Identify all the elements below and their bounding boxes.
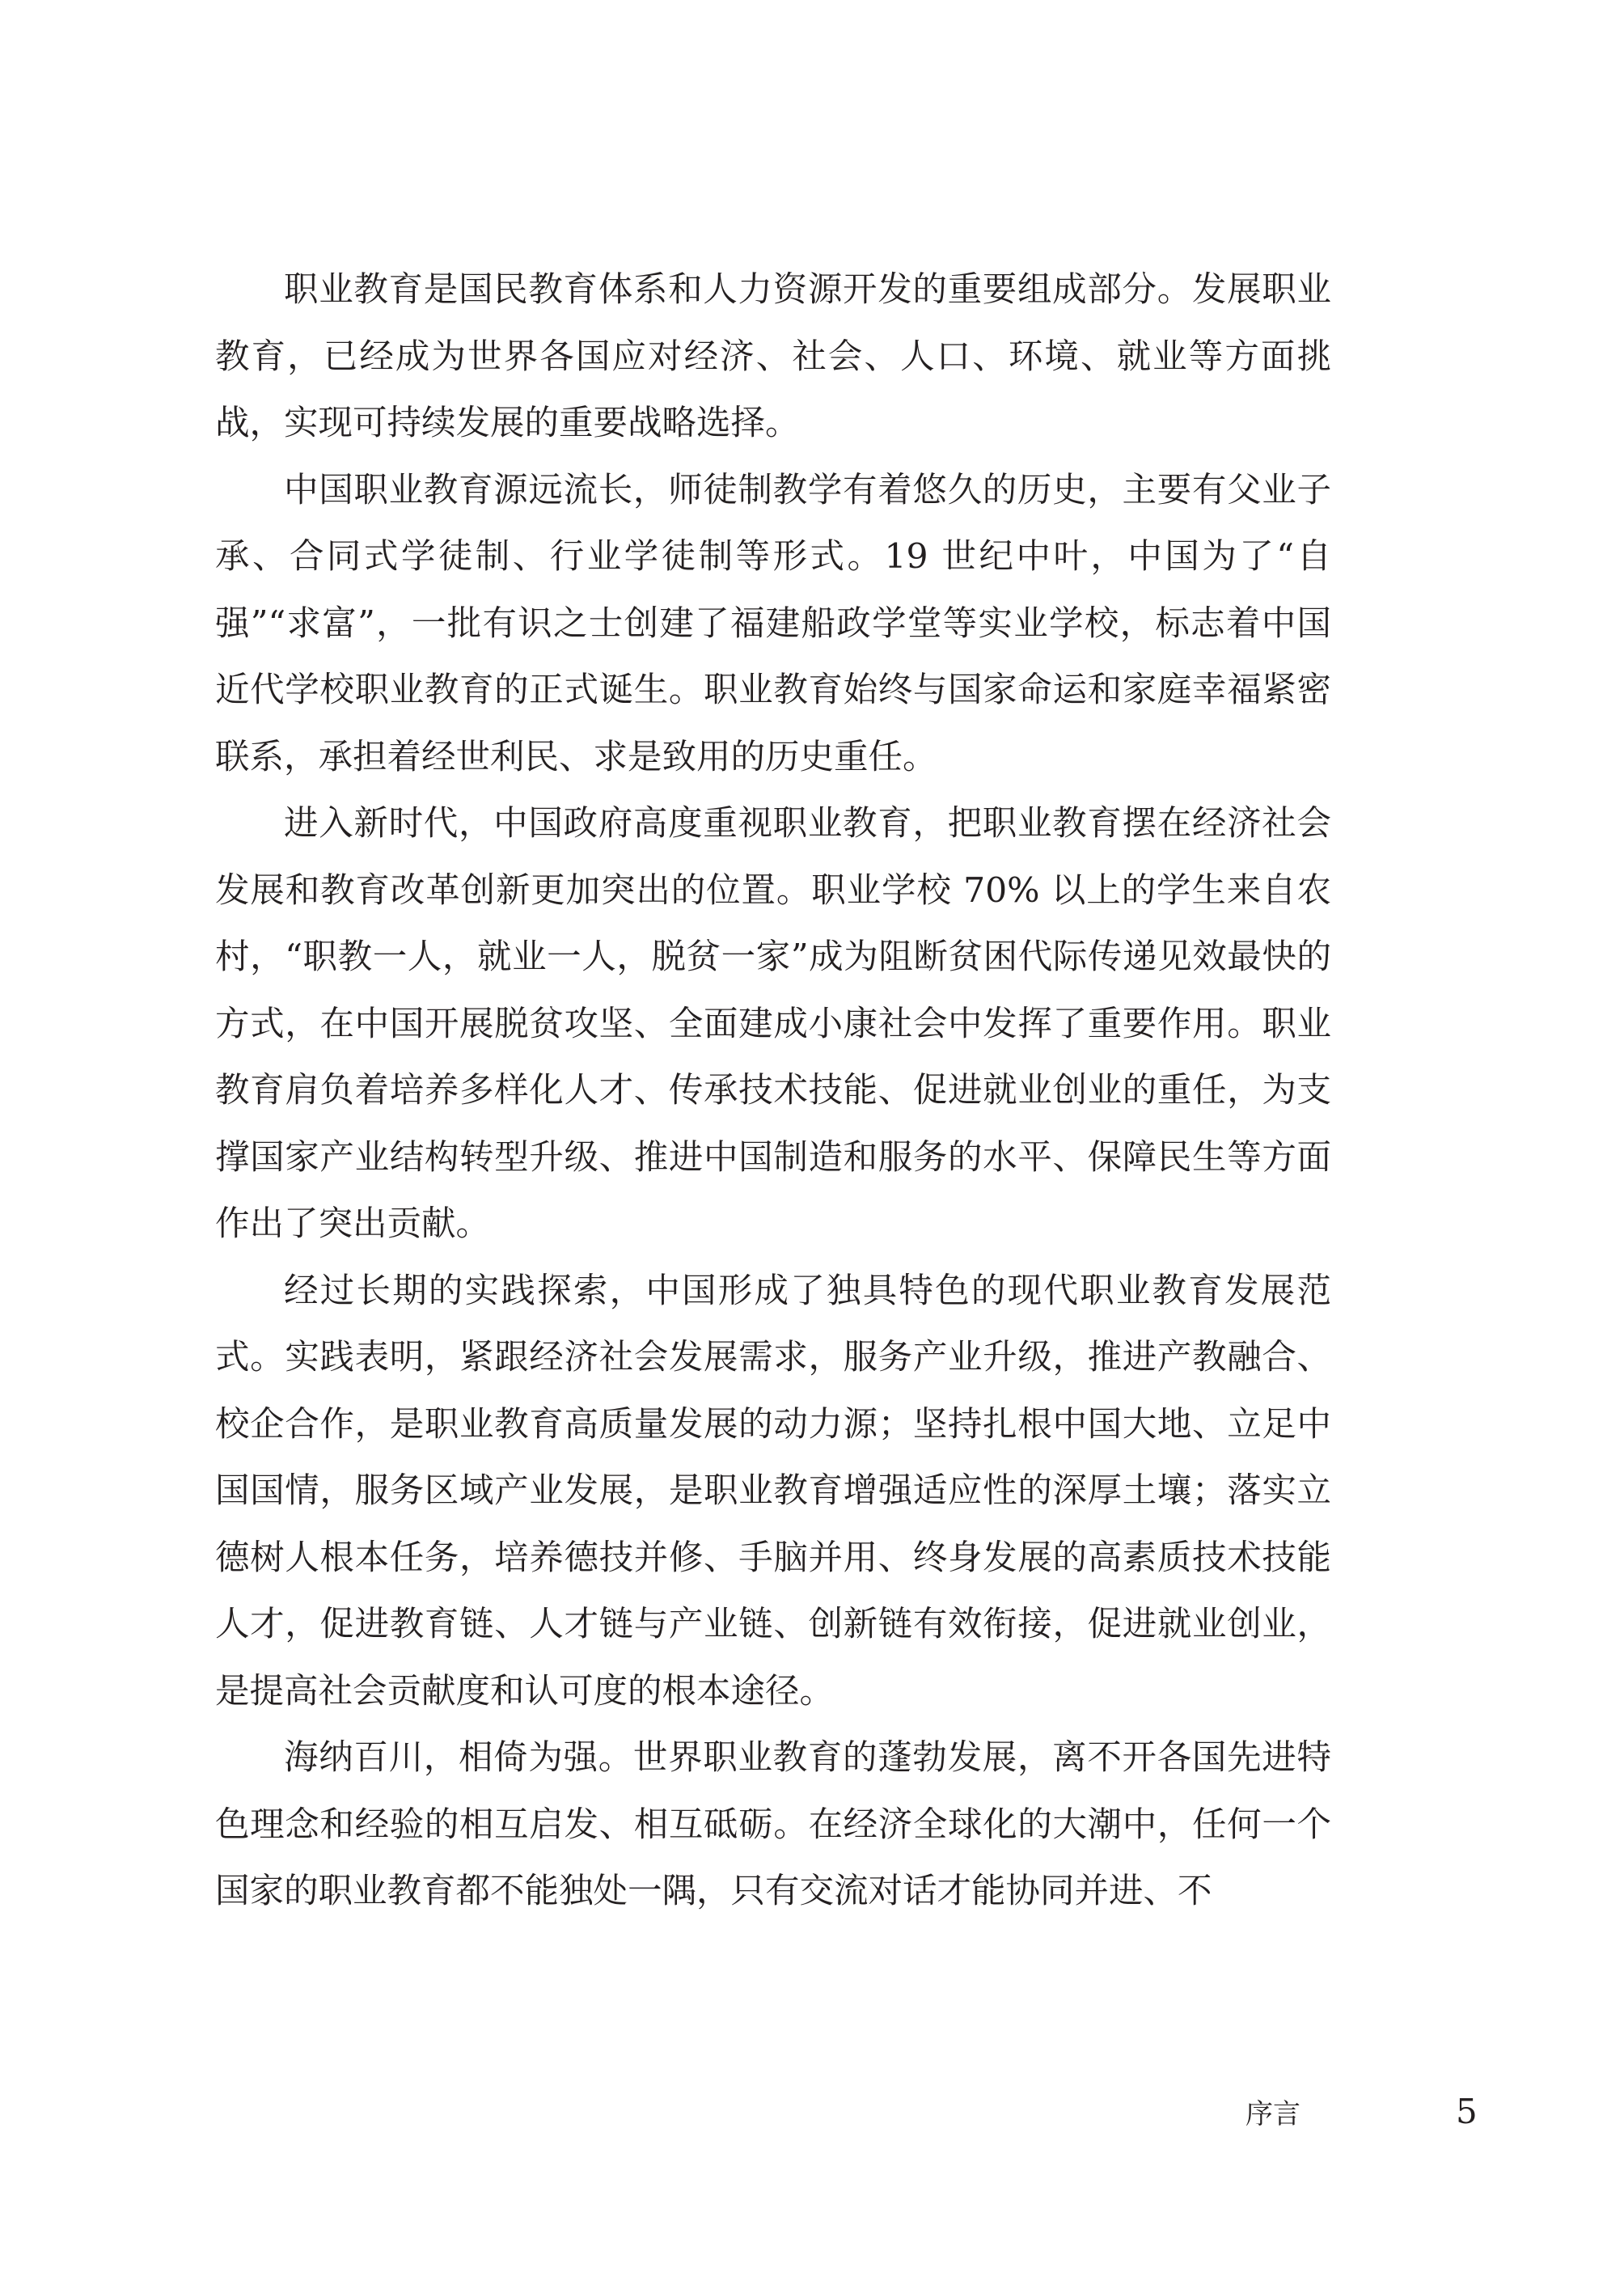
running-footer-section-label: 序言 (1245, 2098, 1300, 2130)
paragraph: 进入新时代，中国政府高度重视职业教育，把职业教育摆在经济社会发展和教育改革创新更加突出的位置。职业学校 70% 以上的学生来自农村，“职教一人，就业一人，脱贫一家”成为阻断贫困代际传递见效最快的方式，在中国开展脱贫攻坚、全面建成小康社会中发挥了重要作用。职业教育肩负着培养多样化人才、传承技术技能、促进就业创业的重任，为支撑国家产业结构转型升级、推进中国制造和服务的水平、保障民生等方面作出了突出贡献。 (215, 804, 1331, 1244)
paragraph: 中国职业教育源远流长，师徒制教学有着悠久的历史，主要有父业子承、合同式学徒制、行业学徒制等形式。19 世纪中叶，中国为了“自强”“求富”，一批有识之士创建了福建船政学堂等实业学校，标志着中国近代学校职业教育的正式诞生。职业教育始终与国家命运和家庭幸福紧密联系，承担着经世利民、求是致用的历史重任。 (215, 470, 1331, 777)
paragraph: 职业教育是国民教育体系和人力资源开发的重要组成部分。发展职业教育，已经成为世界各国应对经济、社会、人口、环境、就业等方面挑战，实现可持续发展的重要战略选择。 (215, 270, 1331, 443)
body-text (215, 257, 1331, 1926)
paragraph: 经过长期的实践探索，中国形成了独具特色的现代职业教育发展范式。实践表明，紧跟经济社会发展需求，服务产业升级，推进产教融合、校企合作，是职业教育高质量发展的动力源；坚持扎根中国大地、立足中国国情，服务区域产业发展，是职业教育增强适应性的深厚土壤；落实立德树人根本任务，培养德技并修、手脑并用、终身发展的高素质技术技能人才，促进教育链、人才链与产业链、创新链有效衔接，促进就业创业，是提高社会贡献度和认可度的根本途径。 (215, 1271, 1331, 1711)
paragraph: 海纳百川，相倚为强。世界职业教育的蓬勃发展，离不开各国先进特色理念和经验的相互启发、相互砥砺。在经济全球化的大潮中，任何一个国家的职业教育都不能独处一隅，只有交流对话才能协同并进、不 (215, 1738, 1331, 1911)
page-number: 5 (1456, 2092, 1478, 2131)
